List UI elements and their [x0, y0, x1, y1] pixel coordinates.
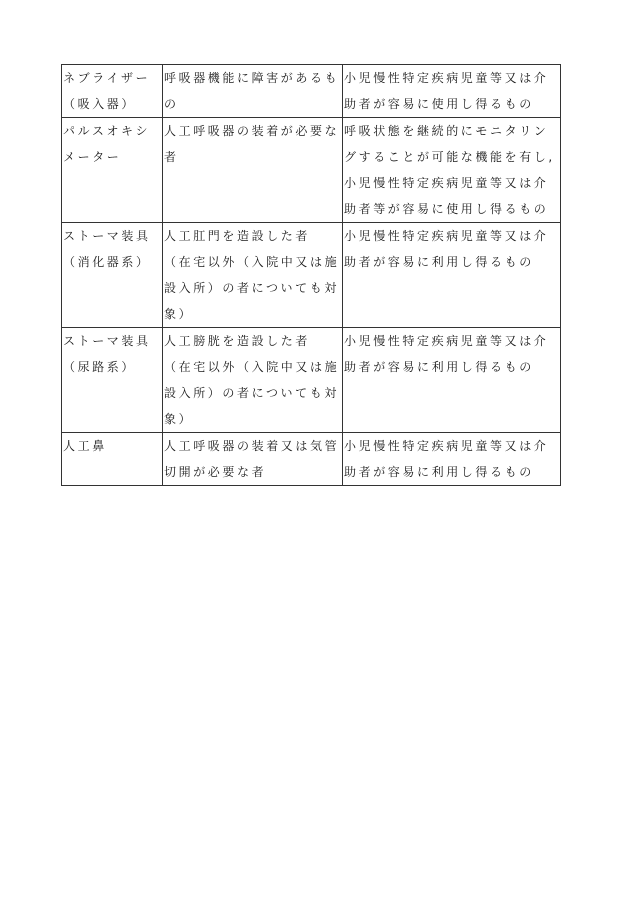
criteria-text: 助者が容易に利用し得るもの — [344, 360, 534, 374]
criteria-cell — [343, 223, 561, 328]
item-cell — [62, 118, 163, 223]
target-text: の — [164, 97, 179, 111]
item-text: ネブライザー — [63, 71, 151, 85]
target-text: 設入所）の者についても対 — [164, 281, 339, 295]
item-cell — [62, 328, 163, 433]
criteria-text: 助者が容易に使用し得るもの — [344, 97, 534, 111]
target-cell — [163, 118, 343, 223]
table-row — [62, 433, 561, 486]
item-text: （消化器系） — [63, 255, 151, 269]
target-cell — [163, 433, 343, 486]
criteria-text: 小児慢性特定疾病児童等又は介 — [344, 176, 549, 190]
item-cell — [62, 223, 163, 328]
target-cell — [163, 223, 343, 328]
target-text: 人工肛門を造設した者 — [164, 229, 311, 243]
criteria-cell — [343, 328, 561, 433]
target-text: 呼吸器機能に障害があるも — [164, 71, 340, 85]
item-cell — [62, 65, 163, 118]
criteria-cell — [343, 118, 561, 223]
target-text: 設入所）の者についても対 — [164, 386, 339, 400]
criteria-text: 小児慢性特定疾病児童等又は介 — [344, 229, 549, 243]
table-row — [62, 118, 561, 223]
criteria-text: 小児慢性特定疾病児童等又は介 — [344, 439, 549, 453]
table-row — [62, 223, 561, 328]
target-cell — [163, 328, 343, 433]
criteria-text: 助者等が容易に使用し得るもの — [344, 202, 549, 216]
criteria-cell — [343, 65, 561, 118]
criteria-text: 助者が容易に利用し得るもの — [344, 255, 534, 269]
item-text: 人工鼻 — [63, 439, 107, 453]
target-text: 人工膀胱を造設した者 — [164, 334, 311, 348]
table-row — [62, 328, 561, 433]
item-text: パルスオキシ — [63, 124, 151, 138]
item-text: ストーマ装具 — [63, 334, 151, 348]
target-text: 象） — [164, 412, 194, 426]
criteria-text: グすることが可能な機能を有し, — [344, 150, 555, 164]
target-text: 象） — [164, 307, 194, 321]
target-text: 人工呼吸器の装着が必要な — [164, 124, 340, 138]
criteria-text: 助者が容易に利用し得るもの — [344, 465, 534, 479]
item-cell — [62, 433, 163, 486]
criteria-cell — [343, 433, 561, 486]
item-text: メーター — [63, 150, 122, 164]
item-text: ストーマ装具 — [63, 229, 151, 243]
target-text: 人工呼吸器の装着又は気管 — [164, 439, 340, 453]
item-text: （吸入器） — [63, 97, 137, 111]
equipment-table — [61, 64, 561, 486]
target-text: （在宅以外（入院中又は施 — [164, 360, 340, 374]
criteria-text: 小児慢性特定疾病児童等又は介 — [344, 71, 549, 85]
target-cell — [163, 65, 343, 118]
table-row — [62, 65, 561, 118]
target-text: 切開が必要な者 — [164, 465, 267, 479]
criteria-text: 小児慢性特定疾病児童等又は介 — [344, 334, 549, 348]
target-text: （在宅以外（入院中又は施 — [164, 255, 340, 269]
item-text: （尿路系） — [63, 360, 137, 374]
criteria-text: 呼吸状態を継続的にモニタリン — [344, 124, 549, 138]
target-text: 者 — [164, 150, 179, 164]
